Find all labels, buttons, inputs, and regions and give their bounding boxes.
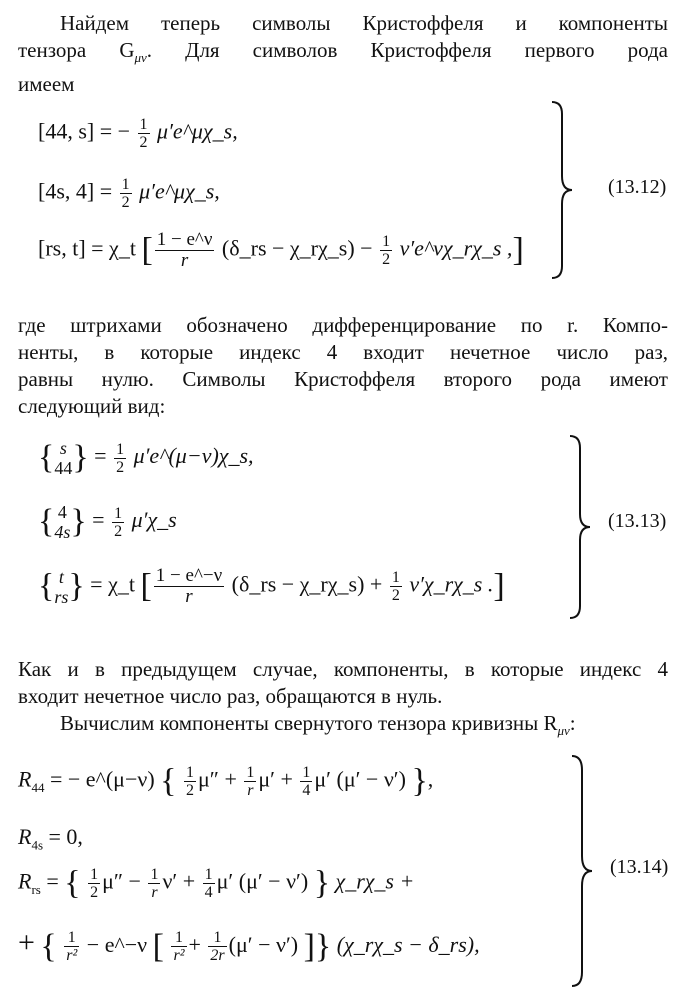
equation-number-13-13: (13.13) [608, 510, 667, 532]
equation-13-13 [18, 430, 690, 620]
paragraph-2 [18, 312, 668, 420]
right-brace-icon [568, 754, 598, 988]
intro-line-2: тензора $G_{\mu\nu}$. Для символов Кристоффеля первого рода [18, 38, 668, 66]
para3-line-3: Вычислим компоненты свернутого тензора кривизны $R_{\mu\nu}$: [60, 711, 576, 739]
para2-line-4: следующий вид: [18, 394, 166, 418]
eq-13-13-row-1: { s 44 } = $\frac{1}{2}$ μ′e^(μ−ν)χ_s, [38, 438, 254, 478]
eq-13-14-row-3: $R_{rs}$ = { $\frac{1}{2}$ μ″ − $\frac{1}{r}$ ν′ + $\frac{1}{4}$ μ′ (μ′ − ν′) } χ_rχ_s + [18, 864, 415, 902]
eq-13-12-row-2: [4s, 4] = $\frac{1}{2}$ μ′e^μχ_s, [38, 176, 220, 211]
intro-line-3: имеем [18, 72, 75, 97]
intro-paragraph-2 [18, 37, 668, 98]
para3-line-2: входит нечетное число раз, обращаются в нуль. [18, 684, 443, 708]
eq-13-14-row-1: $R_{44}$ = − e^(μ−ν) { $\frac{1}{2}$ μ″ + $\frac{1}{r}$ μ′ + $\frac{1}{4}$ μ′ (μ′ − ν′) }, [18, 762, 434, 800]
intro-paragraph [18, 10, 668, 37]
eq-13-14-row-4: + { $\frac{1}{\text{r²}}$ − e^−ν [ $\frac{1}{\text{r²}}$ + $\frac{1}{2r}$ (μ′ − ν′) ]} (χ_rχ_s − δ_rs), [18, 926, 480, 965]
para2-line-2: ненты, в которые индекс 4 входит нечетное число раз, [18, 340, 668, 364]
paragraph-3b [18, 710, 668, 744]
equation-number-13-12: (13.12) [608, 176, 667, 198]
paragraph-3 [18, 656, 668, 710]
eq-13-14-row-2: $R_{4s} = 0$, [18, 824, 83, 853]
para2-line-1: где штрихами обозначено дифференцирование по r. Компо- [18, 313, 668, 337]
para3-line-1: Как и в предыдущем случае, компоненты, в которые индекс 4 [18, 657, 668, 681]
eq-13-12-row-3: [rs, t] = χ_t [ $\frac{1 - e\^{}\nu}{r}$ (δ_rs − χ_rχ_s) − $\frac{1}{2}$ ν′e^νχ_rχ_s ,] [38, 229, 524, 271]
right-brace-icon [566, 434, 596, 620]
intro-line-1: Найдем теперь символы Кристоффеля и компоненты [60, 11, 668, 35]
equation-13-14 [18, 752, 690, 992]
right-brace-icon [548, 100, 578, 280]
eq-13-13-row-2: { 4 4s } = $\frac{1}{2}$ μ′χ_s [38, 502, 177, 542]
equation-number-13-14: (13.14) [610, 856, 669, 878]
equation-13-12 [18, 100, 690, 280]
eq-13-12-row-1: [44, s] = − $\frac{1}{2}$ μ′e^μχ_s, [38, 116, 238, 151]
para2-line-3: равны нулю. Символы Кристоффеля второго рода имеют [18, 367, 668, 391]
eq-13-13-row-3: { t rs } = χ_t [ $\frac{1 - e\^{}-\nu}{r}$ (δ_rs − χ_rχ_s) + $\frac{1}{2}$ ν′χ_rχ_s .] [38, 565, 505, 607]
